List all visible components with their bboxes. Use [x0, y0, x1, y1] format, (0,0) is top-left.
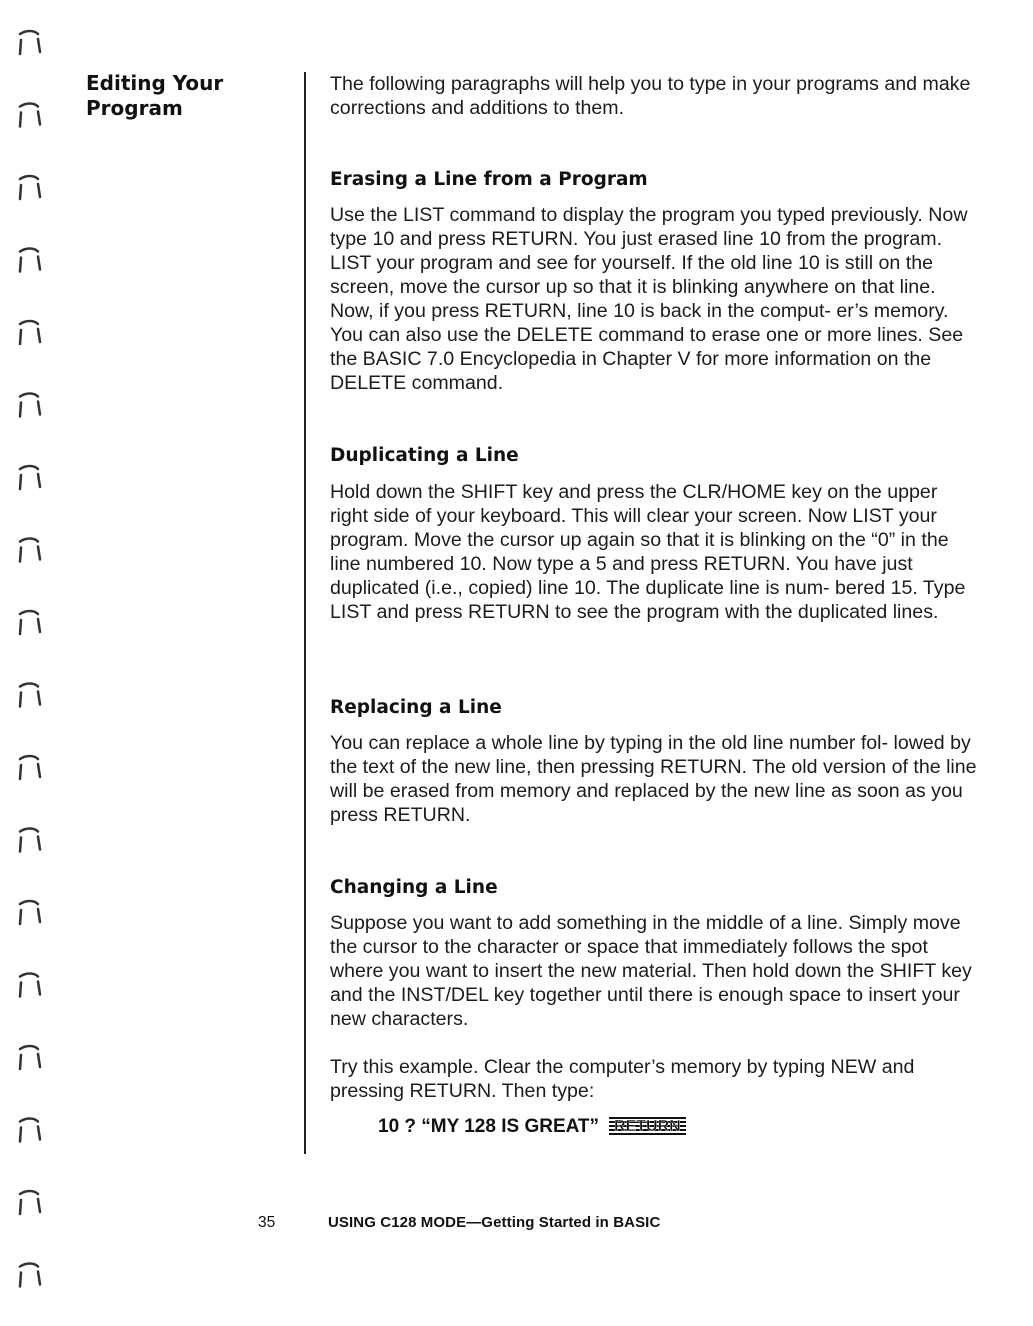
section-title-duplicating: Duplicating a Line — [330, 445, 519, 466]
section-erasing-text: Use the LIST command to display the program you typed previously. Now type 10 and press RETURN. You just erased line 10 from the program. LIST your program and see for yourself. If the old line 10 is still on the screen, move the cursor up so that it is blinking anywhere on that line. Now, if you press RETURN, line 10 is back in the comput- er’s memory. You can also use the DELETE command to erase one or more lines. See the BASIC 7.0 Encyclopedia in Chapter V for more information on the DELETE command. — [330, 204, 968, 394]
section-title-replacing: Replacing a Line — [330, 697, 502, 718]
binding-ring — [20, 539, 40, 562]
spiral-binding — [0, 0, 60, 1326]
intro-paragraph — [330, 72, 980, 120]
binding-ring — [20, 104, 40, 127]
section-changing-example: Try this example. Clear the computer’s memory by typing NEW and pressing RETURN. Then type: — [330, 1056, 915, 1102]
side-heading: Editing Your Program — [86, 71, 224, 120]
binding-ring — [20, 684, 40, 707]
binding-ring — [20, 466, 40, 489]
section-changing — [330, 876, 980, 1103]
binding-ring — [20, 249, 40, 272]
binding-ring — [20, 974, 40, 997]
binding-ring — [20, 176, 40, 199]
section-erasing — [330, 168, 980, 395]
binding-ring — [20, 394, 40, 417]
column-divider — [304, 72, 306, 1154]
section-replacing — [330, 696, 980, 827]
binding-ring — [20, 611, 40, 634]
section-replacing-text: You can replace a whole line by typing in the old line number fol- lowed by the text of the new line, then pressing RETURN. The old version of the line will be erased from memory and replaced by the new line as soon as you press RETURN. — [330, 732, 977, 826]
section-changing-text: Suppose you want to add something in the middle of a line. Simply move the cursor to the character or space that immediately follows the spot where you want to insert the new material. Then hold down the SHIFT key and the INST/DEL key together until there is enough space to insert your new characters. — [330, 912, 972, 1030]
binding-ring — [20, 829, 40, 852]
page-number: 35 — [258, 1214, 276, 1231]
binding-ring — [20, 1119, 40, 1142]
section-duplicating — [330, 444, 980, 624]
intro-text: The following paragraphs will help you to type in your programs and make corrections and additions to them. — [330, 73, 971, 119]
section-title-changing: Changing a Line — [330, 877, 498, 898]
binding-ring — [20, 31, 40, 54]
section-title-erasing: Erasing a Line from a Program — [330, 169, 648, 190]
binding-ring — [20, 756, 40, 779]
section-duplicating-text: Hold down the SHIFT key and press the CLR/HOME key on the upper right side of your keyboard. This will clear your screen. Now LIST your program. Move the cursor up again so that it is blinking on the “0” in the line numbered 10. Now type a 5 and press RETURN. You have just duplicated (i.e., copied) line 10. The duplicate line is num- bered 15. Type LIST and press RETURN to see the program with the duplicated lines. — [330, 481, 966, 623]
code-example — [378, 1115, 686, 1139]
binding-ring — [20, 321, 40, 344]
binding-ring — [20, 1191, 40, 1214]
code-line: 10 ? “MY 128 IS GREAT” — [378, 1116, 600, 1137]
return-key-icon: RETURN — [609, 1117, 686, 1137]
binding-ring — [20, 901, 40, 924]
binding-ring — [20, 1046, 40, 1069]
binding-ring — [20, 1264, 40, 1287]
running-title: USING C128 MODE—Getting Started in BASIC — [328, 1214, 661, 1231]
